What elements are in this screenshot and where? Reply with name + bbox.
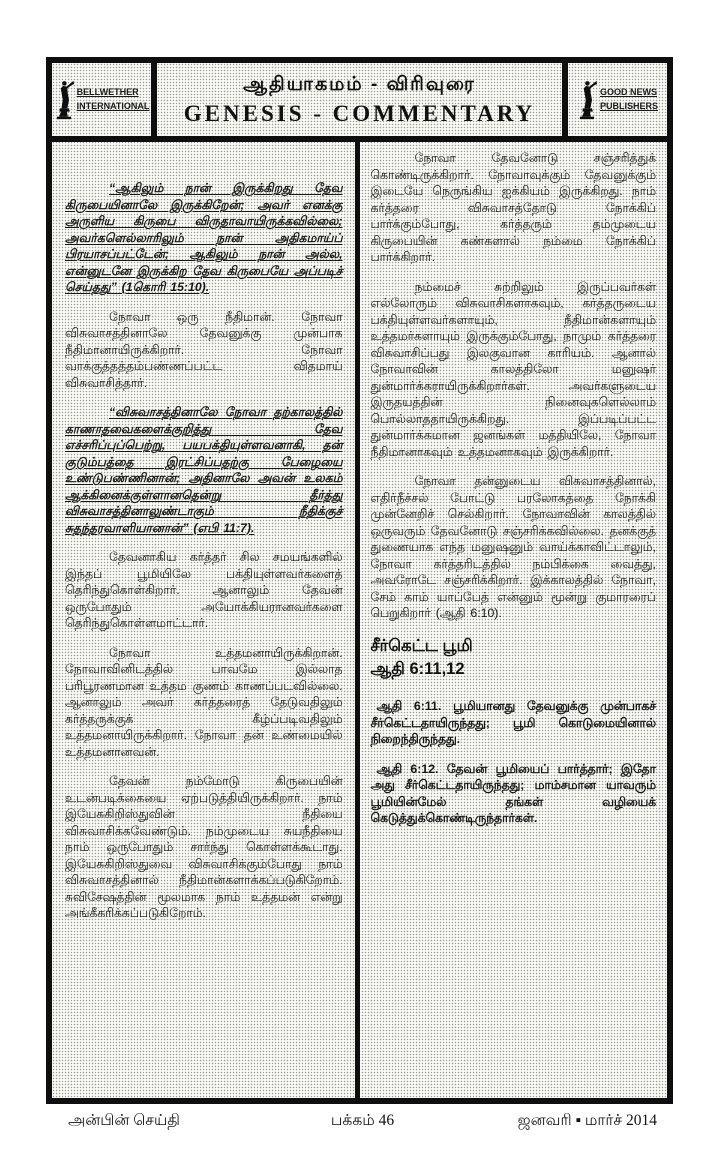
left-column: [52, 142, 360, 1098]
section-heading-title: சீர்கெட்ட பூமி: [370, 636, 473, 655]
page-footer: [46, 1112, 673, 1131]
scripture-quote-1cor-15-10: “ஆகிலும் நான் இருக்கிறது தேவ கிருபையினாலே இருக்கிறேன்; அவர் எனக்கு அருளிய கிருபை விருதாவாயிருக்கவில்லை; அவர்களெல்லாரிலும் நான் அதிகமாய்ப் பிரயாசப்பட்டேன்; ஆகிலும் நான் அல்ல, என்னுடனே இருக்கிற தேவ கிருபையே அப்படிச் செய்தது” (1கொரி 15:10).: [65, 181, 343, 294]
footer-page-number: பக்கம் 46: [330, 1112, 395, 1129]
section-heading: [371, 635, 657, 683]
goodnews-logo-text: [600, 87, 658, 112]
commentary-paragraph: நம்மைச் சுற்றிலும் இருப்பவர்கள் எல்லோரும் விசுவாசிகளாகவும், கர்த்தருடைய பக்தியுள்ளவர்களாயும், நீதிமான்களாயும் உத்தமர்களாயும் இருக்கும்போது, நாமும் கர்த்தரை விசுவாசிப்பது இலகுவான காரியம். ஆனால் நோவாவின் காலத்திலோ மனுஷர் துன்மார்க்கராயிருக்கிறார்கள். அவர்களுடைய இருதயத்தின் நினைவுகளெல்லாம் பொல்லாததாயிருக்கிறது. இப்படிப்பட்ட துன்மார்க்கமான ஜனங்கள் மத்தியிலே, நோவா நீதிமானாகவும் உத்தமனாகவும் இருக்கிறார்.: [370, 279, 656, 459]
footer-publication-name: அன்பின் செய்தி: [68, 1112, 180, 1129]
commentary-paragraph: தேவனாகிய கர்த்தர் சில சமயங்களில் இந்தப் பூமியிலே பக்தியுள்ளவர்களைத் தெரிந்துகொள்கிறார். ஆனாலும் தேவன் ஒருபோதும் அயோக்கியரானவர்களை தெரிந்துகொள்ளமாட்டார்.: [65, 550, 343, 630]
commentary-paragraph: நோவா ஒரு நீதிமான். நோவா விசுவாசத்தினாலே தேவனுக்கு முன்பாக நீதிமானாயிருக்கிறார். நோவா வாக்குத்தத்தம்பண்ணப்பட்ட விதமாய் விசுவாசித்தார்.: [65, 309, 343, 390]
masthead-titles: [157, 63, 562, 136]
commentary-paragraph: நோவா தேவனோடு சஞ்சரித்துக் கொண்டிருக்கிறார். நோவாவுக்கும் தேவனுக்கும் இடையே நெருங்கிய ஐக்கியம் இருக்கிறது. நாம் கர்த்தரை விசுவாசத்தோடு நோக்கிப் பார்க்கும்போது, கர்த்தரும் தம்முடைய கிருபையின் கண்களால் நம்மை நோக்கிப் பார்க்கிறார்.: [370, 151, 656, 264]
right-column: [360, 142, 668, 1098]
page-body: [52, 142, 667, 1098]
scripture-quote-heb-11-7: “விசுவாசத்தினாலே நோவா தற்காலத்தில் காணாதவைகளைக்குறித்து தேவ எச்சரிப்புப்பெற்று, பயபக்தியுள்ளவனாகி, தன் குடும்பத்தை இரட்சிப்பதற்கு பேழையை உண்டுபண்ணினான்; அதினாலே அவன் உலகம் ஆக்கினைக்குள்ளானதென்று தீர்த்து விசுவாசத்தினாலுண்டாகும் நீதிக்குச் சுதந்தரவாளியானான்” (எபி 11:7).: [65, 405, 343, 535]
bellwether-logo-line1: BELLWETHER: [76, 87, 139, 98]
footer-issue-date: ஜனவரி ▪ மார்ச் 2014: [517, 1112, 657, 1129]
commentary-paragraph: நோவா உத்தமனாயிருக்கிறான். நோவாவினிடத்தில் பாவமே இல்லாத பரிபூரணமான உத்தம குணம் காணப்படவில்லை. ஆனாலும் அவர் கர்த்தரைத் தேடுவதிலும் கர்த்தருக்குக் கீழ்ப்படிவதிலும் உத்தமனாயிருக்கிறார். நோவா தன் உண்மையில் உத்தமனானவன்.: [65, 645, 343, 759]
title-english: GENESIS - COMMENTARY: [183, 101, 536, 126]
bellwether-logo-text: [77, 87, 150, 112]
page-frame: [46, 57, 673, 1104]
bible-verse-gen-6-12: ஆதி 6:12. தேவன் பூமியைப் பார்த்தார்; இதோ அது சீர்கெட்டதாயிருந்தது; மாம்சமான யாவரும் பூமியின்மேல் தங்கள் வழியைக் கெடுத்துக்கொண்டிருந்தார்கள்.: [370, 761, 656, 826]
bellwether-statue-icon: [54, 78, 74, 122]
bible-verse-gen-6-11: ஆதி 6:11. பூமியானது தேவனுக்கு முன்பாகச் சீர்கெட்டதாயிருந்தது; பூமி கொடுமையினால் நிறைந்திருந்தது.: [370, 699, 656, 747]
commentary-paragraph: நோவா தன்னுடைய விசுவாசத்தினால், எதிர்நீச்சல் போட்டு பரலோகத்தை நோக்கி முன்னேறிச் செல்கிறார். நோவாவின் காலத்தில் ஒருவரும் தேவனோடு சஞ்சரிக்கவில்லை. தனக்குத் துணையாக எந்த மனுஷனும் வாய்க்காவிட்டாலும், நோவா கர்த்தரிடத்தில் நம்பிக்கை வைத்து, அவரோடே சஞ்சரிக்கிறார். இக்காலத்தில் நோவா, சேம் காம் யாப்பேத் என்னும் மூன்று குமாரரைப் பெறுகிறார் (ஆதி 6:10).: [370, 474, 656, 620]
bellwether-logo: [52, 63, 157, 136]
bellwether-logo-line2: INTERNATIONAL: [76, 100, 150, 111]
goodnews-logo-line1: GOOD NEWS: [599, 87, 657, 98]
masthead: [52, 63, 667, 142]
commentary-paragraph: தேவன் நம்மோடு கிருபையின் உடன்படிக்கையை ஏற்படுத்தியிருக்கிறார். நாம் இயேசுகிறிஸ்துவின் நீதியை விசுவாசிக்கவேண்டும். நம்முடைய சுயநீதியை நாம் ஒருபோதும் சார்ந்து கொள்ளக்கூடாது. இயேசுகிறிஸ்துவை விசுவாசிக்கும்போது நாம் விசுவாசத்தினால் நீதிமான்களாக்கப்படுகிறோம். சுவிசேஷத்தின் மூலமாக நாம் உத்தமன் என்று அங்கீகரிக்கப்படுகிறோம்.: [65, 774, 343, 920]
goodnews-logo-line2: PUBLISHERS: [599, 100, 658, 111]
title-tamil: ஆதியாகமம் - விரிவுரை: [243, 74, 476, 95]
section-heading-reference: ஆதி 6:11,12: [370, 660, 465, 679]
goodnews-statue-icon: [577, 78, 597, 122]
goodnews-logo: [562, 63, 667, 136]
